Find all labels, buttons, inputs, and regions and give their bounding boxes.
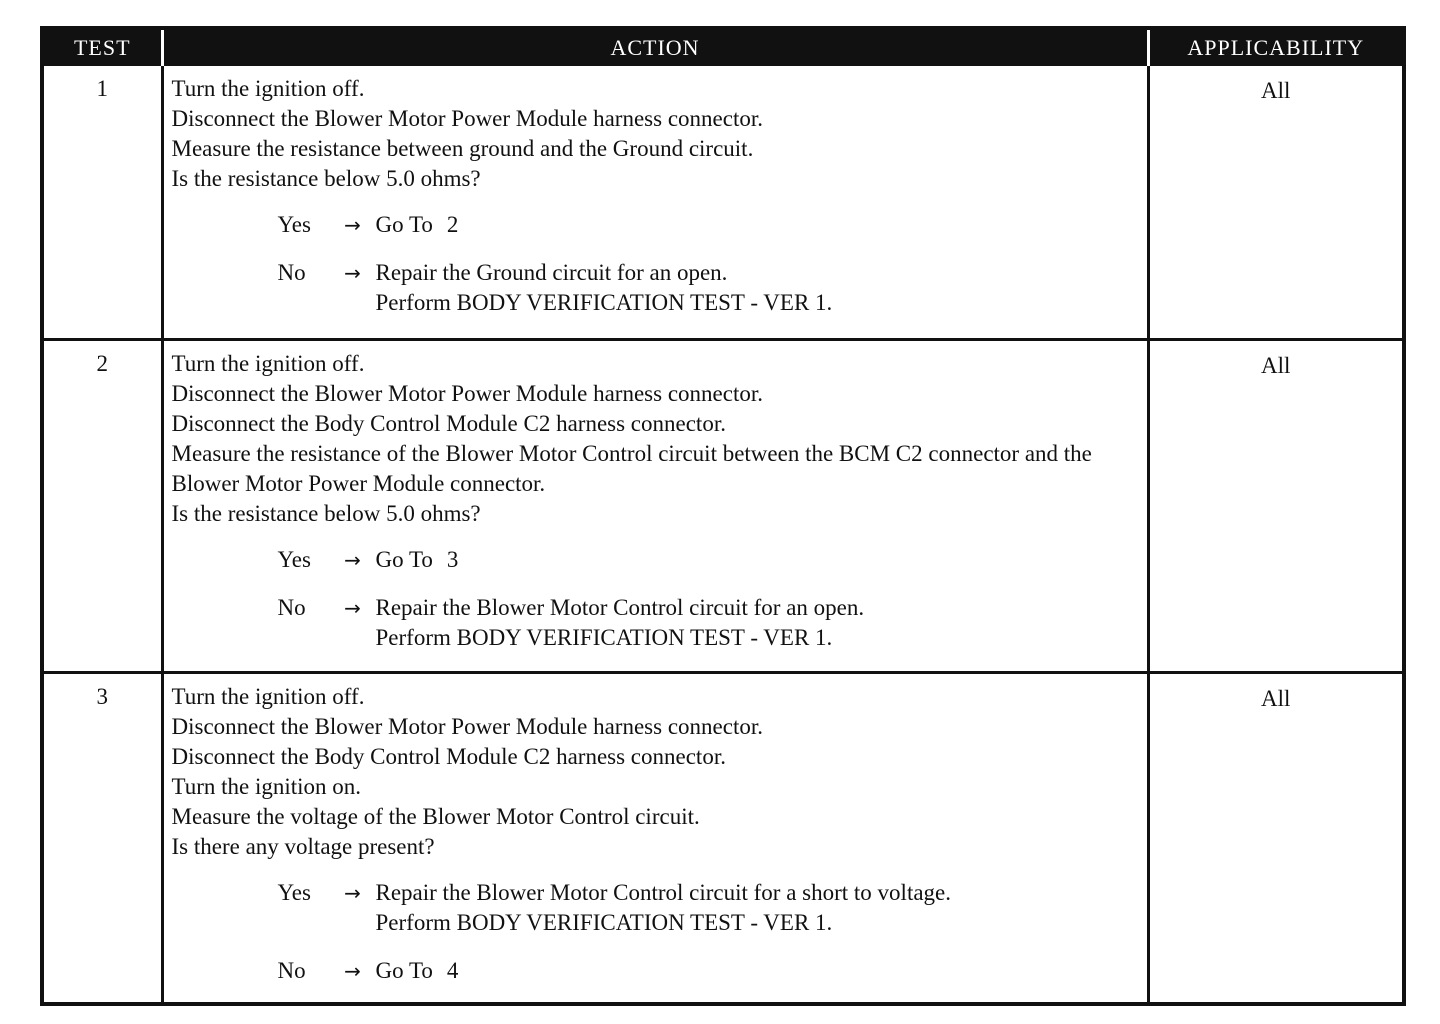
outcome-line: Perform BODY VERIFICATION TEST - VER 1. <box>375 625 833 650</box>
outcome-line: Repair the Blower Motor Control circuit for a short to voltage. <box>375 880 952 905</box>
action-step: Turn the ignition off. <box>171 684 365 709</box>
goto-text: Go To <box>375 212 433 237</box>
test-number: 1 <box>96 76 108 101</box>
outcome-instructions <box>376 258 1141 318</box>
applicability-value: All <box>1148 673 1404 1005</box>
outcome-goto <box>376 210 1141 240</box>
outcome-yes <box>278 878 1141 938</box>
action-cell <box>162 340 1148 673</box>
goto-text: Go To <box>375 547 433 572</box>
outcome-label: Yes <box>277 547 311 572</box>
action-step: Turn the ignition on. <box>171 774 362 799</box>
outcome-yes <box>278 210 1141 240</box>
outcome-line: Repair the Ground circuit for an open. <box>375 260 728 285</box>
right-arrow-icon: → <box>344 959 361 983</box>
outcome-instructions <box>376 878 1141 938</box>
header-applicability: APPLICABILITY <box>1148 28 1404 66</box>
test-number: 2 <box>42 340 162 673</box>
action-step: Turn the ignition off. <box>171 351 365 376</box>
goto-number: 3 <box>446 547 459 572</box>
right-arrow-icon: → <box>344 261 361 285</box>
outcome-line: Perform BODY VERIFICATION TEST - VER 1. <box>375 290 833 315</box>
header-action: ACTION <box>162 28 1148 66</box>
action-cell <box>162 673 1148 1005</box>
outcome-label: Yes <box>277 880 311 905</box>
outcome-goto <box>376 956 1141 986</box>
right-arrow-icon: → <box>344 881 361 905</box>
action-step: Disconnect the Body Control Module C2 harness connector. <box>171 411 726 436</box>
action-step: Measure the resistance between ground and the Ground circuit. <box>171 136 754 161</box>
right-arrow-icon: → <box>344 548 361 572</box>
goto-number: 4 <box>446 958 459 983</box>
outcome-label: No <box>277 958 306 983</box>
action-question: Is there any voltage present? <box>171 834 435 859</box>
outcome-instructions <box>376 593 1141 653</box>
applicability-value: All <box>1148 66 1404 340</box>
diagnostic-test-table <box>40 26 1406 1006</box>
table-row-test-3 <box>42 673 1404 1005</box>
outcomes <box>278 545 1141 653</box>
outcomes <box>278 878 1141 986</box>
outcomes <box>278 210 1141 318</box>
table-row-test-1 <box>42 66 1404 340</box>
test-number: 3 <box>42 673 162 1005</box>
applicability-value: All <box>1148 340 1404 673</box>
goto-text: Go To <box>375 958 433 983</box>
outcome-yes <box>278 545 1141 575</box>
outcome-label: No <box>277 260 306 285</box>
action-step: Disconnect the Blower Motor Power Module harness connector. <box>171 714 763 739</box>
action-step: Disconnect the Blower Motor Power Module harness connector. <box>171 106 763 131</box>
outcome-no <box>278 258 1141 318</box>
header-test: TEST <box>42 28 162 66</box>
action-question: Is the resistance below 5.0 ohms? <box>171 501 481 526</box>
outcome-no <box>278 956 1141 986</box>
table-header-row <box>42 28 1404 66</box>
goto-number: 2 <box>446 212 459 237</box>
action-step: Turn the ignition off. <box>171 76 365 101</box>
action-question: Is the resistance below 5.0 ohms? <box>171 166 481 191</box>
diagnostic-table-page <box>40 26 1402 1006</box>
action-cell <box>162 66 1148 340</box>
table-row-test-2 <box>42 340 1404 673</box>
outcome-label: Yes <box>277 212 311 237</box>
right-arrow-icon: → <box>344 213 361 237</box>
outcome-goto <box>376 545 1141 575</box>
outcome-no <box>278 593 1141 653</box>
action-step: Measure the voltage of the Blower Motor Control circuit. <box>171 804 700 829</box>
right-arrow-icon: → <box>344 596 361 620</box>
action-step: Disconnect the Blower Motor Power Module harness connector. <box>171 381 763 406</box>
outcome-line: Repair the Blower Motor Control circuit for an open. <box>375 595 865 620</box>
outcome-line: Perform BODY VERIFICATION TEST - VER 1. <box>375 910 833 935</box>
action-step: Disconnect the Body Control Module C2 harness connector. <box>171 744 726 769</box>
action-step: Measure the resistance of the Blower Motor Control circuit between the BCM C2 connector and the Blower Motor Power Module connector. <box>171 441 1092 496</box>
outcome-label: No <box>277 595 306 620</box>
